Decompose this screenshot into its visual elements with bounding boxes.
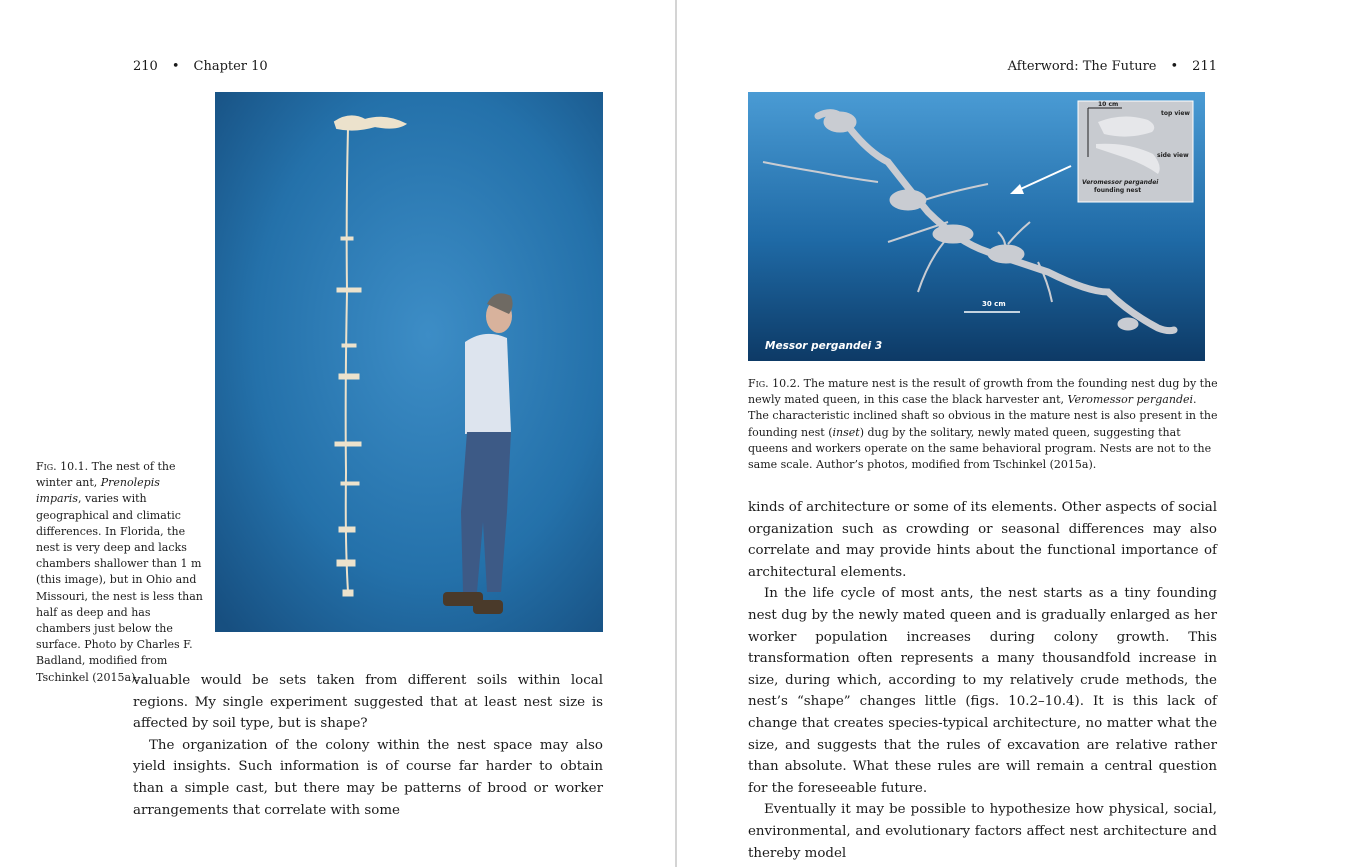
inset-founding-label: founding nest	[1094, 187, 1142, 194]
inset-top-view-label: top view	[1161, 110, 1190, 117]
fig-10-2-inset-word: inset	[832, 425, 860, 439]
left-head-separator: •	[171, 59, 180, 74]
right-page-number: 211	[1192, 59, 1217, 74]
right-head-separator: •	[1170, 59, 1179, 74]
inset-side-view-label: side view	[1157, 152, 1189, 159]
fig-10-1-species: Prenolepis imparis	[36, 476, 160, 506]
fig-10-2-species: Veromessor pergandei	[1067, 393, 1194, 407]
left-page-number: 210	[133, 59, 158, 74]
figure-10-2-photo	[748, 92, 1205, 361]
right-body-text	[748, 497, 1217, 864]
fig-10-2-caption-text-1: The mature nest is the result of growth from the founding nest dug by the newly mated queen, in this case the black harvester ant,	[748, 377, 1218, 407]
figure-10-2-caption	[748, 376, 1218, 473]
right-running-title: Afterword: The Future	[1007, 59, 1157, 74]
left-running-head	[133, 59, 268, 74]
fig-10-2-label: Fig. 10.2.	[748, 377, 801, 390]
right-page	[677, 0, 1348, 867]
scale-bar-label: 30 cm	[982, 300, 1006, 308]
fig-10-2-caption-text-2: . The characteristic inclined shaft so obvious in the mature nest is also present in the founding nest (	[748, 393, 1218, 439]
inset-species-label: Veromessor pergandei	[1082, 179, 1159, 186]
left-body-text	[133, 670, 603, 821]
right-paragraph-2: In the life cycle of most ants, the nest starts as a tiny founding nest dug by the newly mated queen and is gradually enlarged as her worker population increases during colony growth. This transformation often represents a many thousandfold increase in size, during which, according to my relatively crude methods, the nest’s “shape” changes little (figs. 10.2–10.4). It is this lack of change that creates species-typical architecture, no matter what the size, and suggests that the rules of excavation are relative rather than absolute. What these rules are will remain a central question for the foreseeable future.	[748, 586, 1217, 796]
left-paragraph-2: The organization of the colony within the nest space may also yield insights. Such information is of course far harder to obtain than a simple cast, but there may be patterns of brood or worker arrangements that correlate with some	[133, 737, 603, 818]
fig-10-1-caption-text-1: The nest of the winter ant,	[36, 460, 176, 490]
inset-scale-label: 10 cm	[1098, 101, 1119, 108]
photo-label: Messor pergandei 3	[765, 340, 883, 352]
left-paragraph-1: valuable would be sets taken from different soils within local regions. My single experiment suggested that at least nest size is affected by soil type, but is shape?	[133, 673, 603, 732]
left-running-title: Chapter 10	[193, 59, 268, 74]
fig-10-1-label: Fig. 10.1.	[36, 460, 89, 473]
right-running-head	[1008, 59, 1217, 74]
figure-10-1-caption	[36, 459, 204, 686]
fig-10-1-caption-text-2: , varies with geographical and climatic differences. In Florida, the nest is very deep and lacks chambers shallower than 1 m (this image), but in Ohio and Missouri, the nest is less than half as deep and has chambers just below the surface. Photo by Charles F. Badland, modified from Tschinkel (2015a).	[36, 492, 203, 684]
right-paragraph-3: Eventually it may be possible to hypothesize how physical, social, environmental, and evolutionary factors affect nest architecture and thereby model	[748, 802, 1217, 861]
figure-10-1-photo	[215, 92, 603, 632]
fig-10-2-caption-text-3: ) dug by the solitary, newly mated queen, suggesting that queens and workers operate on the same behavioral program. Nests are not to the same scale. Author’s photos, modified from Tschinkel (2015a).	[748, 425, 1212, 472]
right-paragraph-1: kinds of architecture or some of its elements. Other aspects of social organization such as crowding or seasonal differences may also correlate and may provide hints about the functional importance of architectural elements.	[748, 500, 1217, 580]
